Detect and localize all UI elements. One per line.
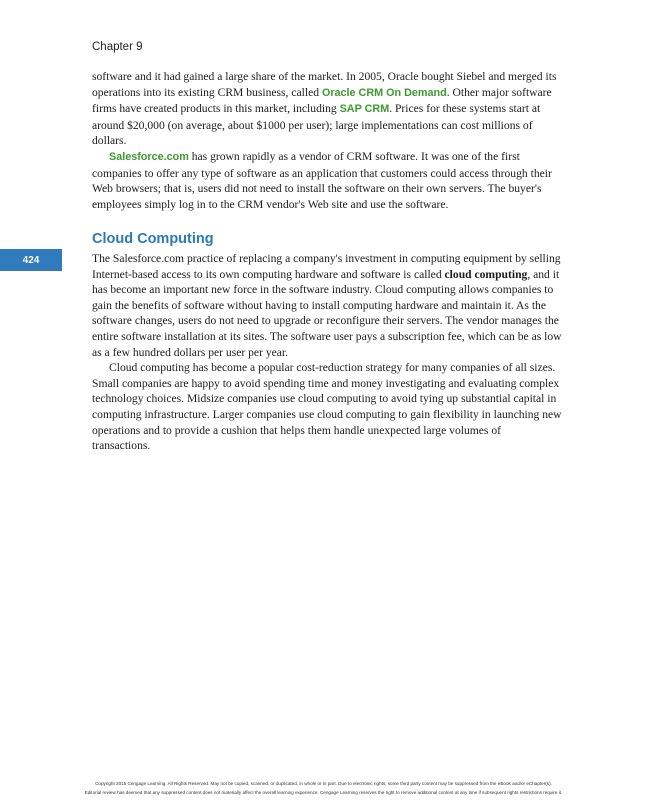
body-text-top xyxy=(92,69,562,212)
section-heading: Cloud Computing xyxy=(92,231,214,247)
keyword-oracle-crm-on-demand: Oracle CRM On Demand xyxy=(321,86,447,99)
keyword-salesforce: Salesforce.com xyxy=(109,150,189,163)
page-number-tab: 424 xyxy=(0,249,62,271)
text-run: The Salesforce.com practice of replacing a company's investment in computing equipment by selling Internet-based access to its own computing hardware and software is called xyxy=(92,252,561,281)
copyright-line: Copyright 2015 Cengage Learning. All Rights Reserved. May not be copied, scanned, or duplicated, in whole or in part. Due to electronic rights, some third party content may be suppressed from the eBook and/or eChapter(s). xyxy=(95,781,552,786)
text-run: . Prices for these systems start at around $20,000 (on average, about $1000 per user); large implementations can cost millions of dollars. xyxy=(92,102,541,148)
keyword-sap-crm: SAP CRM xyxy=(339,103,390,116)
paragraph xyxy=(92,360,562,454)
key-term-cloud-computing: cloud computing xyxy=(444,267,528,281)
text-run: has grown rapidly as a vendor of CRM software. It was one of the first companies to offer any type of software as an application that customers could access through their Web browsers; that is, users did not need to install the software on their own servers. The buyer's employees simply log in to the CRM vendor's Web site and use the software. xyxy=(92,149,552,211)
text-run: software and it had gained a large share of the market. In 2005, Oracle bought Siebel and merged its operations into its existing CRM business, called xyxy=(92,70,557,99)
copyright-notice xyxy=(4,780,643,797)
text-run: , and it has become an important new force in the software industry. Cloud computing allows companies to gain the benefits of software without having to install computing hardware and maintain it. As the software changes, users do not need to upgrade or reconfigure their servers. The vendor manages the entire software installation at its sites. The software user pays a subscription fee, which can be as low as a few hundred dollars per user per year. xyxy=(92,267,562,359)
copyright-line: Editorial review has deemed that any suppressed content does not materially affect the overall learning experience. Cengage Learning reserves the right to remove additional content at any time if subsequent rights restrictions require it. xyxy=(84,789,563,795)
text-run: . Other major software firms have created products in this market, including xyxy=(92,85,552,116)
paragraph xyxy=(92,69,562,149)
text-run: Cloud computing has become a popular cost-reduction strategy for many companies of all sizes. Small companies are happy to avoid spending time and money investigating and evaluating complex technology choices. Midsize companies use cloud computing to avoid tying up substantial capital in computing infrastructure. Larger companies use cloud computing to gain flexibility in launching new operations and to provide a cushion that helps them handle unexpected large volumes of transactions. xyxy=(92,361,562,453)
paragraph xyxy=(92,149,562,212)
running-head: Chapter 9 xyxy=(92,41,143,53)
body-text-cloud xyxy=(92,251,562,454)
paragraph xyxy=(92,251,562,360)
